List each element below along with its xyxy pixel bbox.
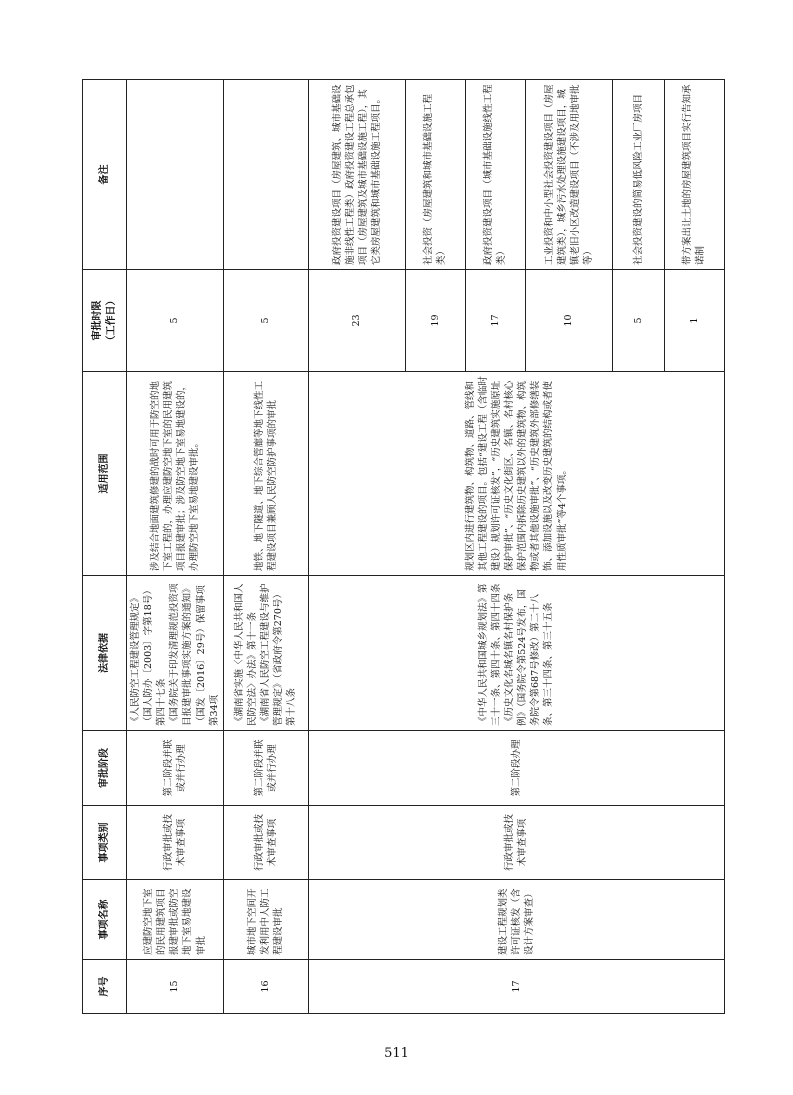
page-number: 511	[384, 1046, 409, 1061]
cell-note: 社会投资（房屋建筑和城市基础设施工程类）	[405, 80, 465, 270]
cell-stage: 第二阶段并联或并行办理	[223, 731, 308, 806]
cell-name: 建设工程规划类许可证核发（含设计方案审查）	[308, 880, 724, 960]
cell-days: 5	[127, 270, 224, 372]
cell-type: 行政审批或技术审查事项	[127, 806, 224, 880]
cell-seq: 15	[127, 960, 224, 1014]
cell-note: 政府投资建设项目（城市基础设施线性工程类）	[465, 80, 525, 270]
cell-days: 5	[612, 270, 664, 372]
table-row	[308, 80, 405, 1014]
table-row	[127, 80, 224, 1014]
cell-name: 应建防空地下室的民用建筑项目报建审批或防空地下室易地建设审批	[127, 880, 224, 960]
header-note: 备注	[83, 80, 127, 270]
cell-days: 19	[405, 270, 465, 372]
cell-basis: 《人民防空工程建设管理规定》（国人防办〔2003〕字第18号）第四十七条 《国务院关于印发清理规范投资项目报建审批事项实施方案的通知》（国发〔2016〕29号）保留事项第34项	[127, 576, 224, 731]
approval-items-table	[82, 79, 725, 1014]
cell-name: 城市地下空间开发利用中人防工程建设审批	[223, 880, 308, 960]
cell-scope: 地铁、地下隧道、地下综合管廊等地下线性工程建设项目兼顾人民防空防护事项的审批	[223, 372, 308, 576]
cell-basis: 《湖南省实施〈中华人民共和国人民防空法〉办法》第十一条 《湖南省人民防空工程建设与维护管理规定》（省政府令第270号）第十八条	[223, 576, 308, 731]
cell-note	[223, 80, 308, 270]
header-seq: 序号	[83, 960, 127, 1014]
cell-scope: 规划区内进行建筑物、构筑物、道路、管线和其他工程建设的项目。包括“建设工程（含临时建设）规划许可证核发”，“历史建筑实施原址保护审批”、“历史文化街区、名镇、名村核心保护范围内拆除历史建筑以外的建筑物、构筑物或者其他设施审批”、“历史建筑外部修缮装饰、添加设施以及改变历史建筑的结构或者使用性质审批”等4个事项。	[308, 372, 724, 576]
cell-type: 行政审批或技术审查事项	[308, 806, 724, 880]
cell-seq: 16	[223, 960, 308, 1014]
cell-days: 17	[465, 270, 525, 372]
cell-seq: 17	[308, 960, 724, 1014]
cell-stage: 第二阶段并联或并行办理	[127, 731, 224, 806]
cell-days: 5	[223, 270, 308, 372]
cell-note	[127, 80, 224, 270]
header-scope: 适用范围	[83, 372, 127, 576]
cell-type: 行政审批或技术审查事项	[223, 806, 308, 880]
cell-note: 社会投资建设的简易低风险工业厂房项目	[612, 80, 664, 270]
cell-scope: 涉及结合地面建筑修建的战时可用于防空的地下室工程的，办理应建防空地下室的民用建筑项目报建审批；涉及防空地下室易地建设的，办理防空地下室易地建设审批。	[127, 372, 224, 576]
rotated-table-container	[82, 80, 715, 1014]
cell-days: 1	[664, 270, 724, 372]
header-stage: 审批阶段	[83, 731, 127, 806]
cell-days: 10	[525, 270, 612, 372]
cell-stage: 第二阶段办理	[308, 731, 724, 806]
cell-note: 带方案出让土地的房屋建筑项目实行告知承诺制	[664, 80, 724, 270]
table-row	[223, 80, 308, 1014]
cell-basis: 《中华人民共和国城乡规划法》第三十一条、第四十条、第四十四条 《历史文化名城名镇名村保护条例》（国务院令第524号发布，国务院令第687号修改）第二十八条、第三十四条、第三十五条	[308, 576, 724, 731]
table-header-row	[83, 80, 127, 1014]
header-days: 审批时限 （工作日）	[83, 270, 127, 372]
header-basis: 法律依据	[83, 576, 127, 731]
header-type: 事项类别	[83, 806, 127, 880]
cell-note: 政府投资建设项目（房屋建筑、城市基础设施非线性工程类）政府投资建设工程总承包项目（房屋建筑及城市基础设施工程），其它类房屋建筑和城市基础设施工程项目。	[308, 80, 405, 270]
cell-note: 工业投资和中小型社会投资建设项目（房屋建筑类），城乡污水处理设施建设项目，城镇老旧小区改造建设项目（不涉及用地审批等）	[525, 80, 612, 270]
cell-days: 23	[308, 270, 405, 372]
header-name: 事项名称	[83, 880, 127, 960]
